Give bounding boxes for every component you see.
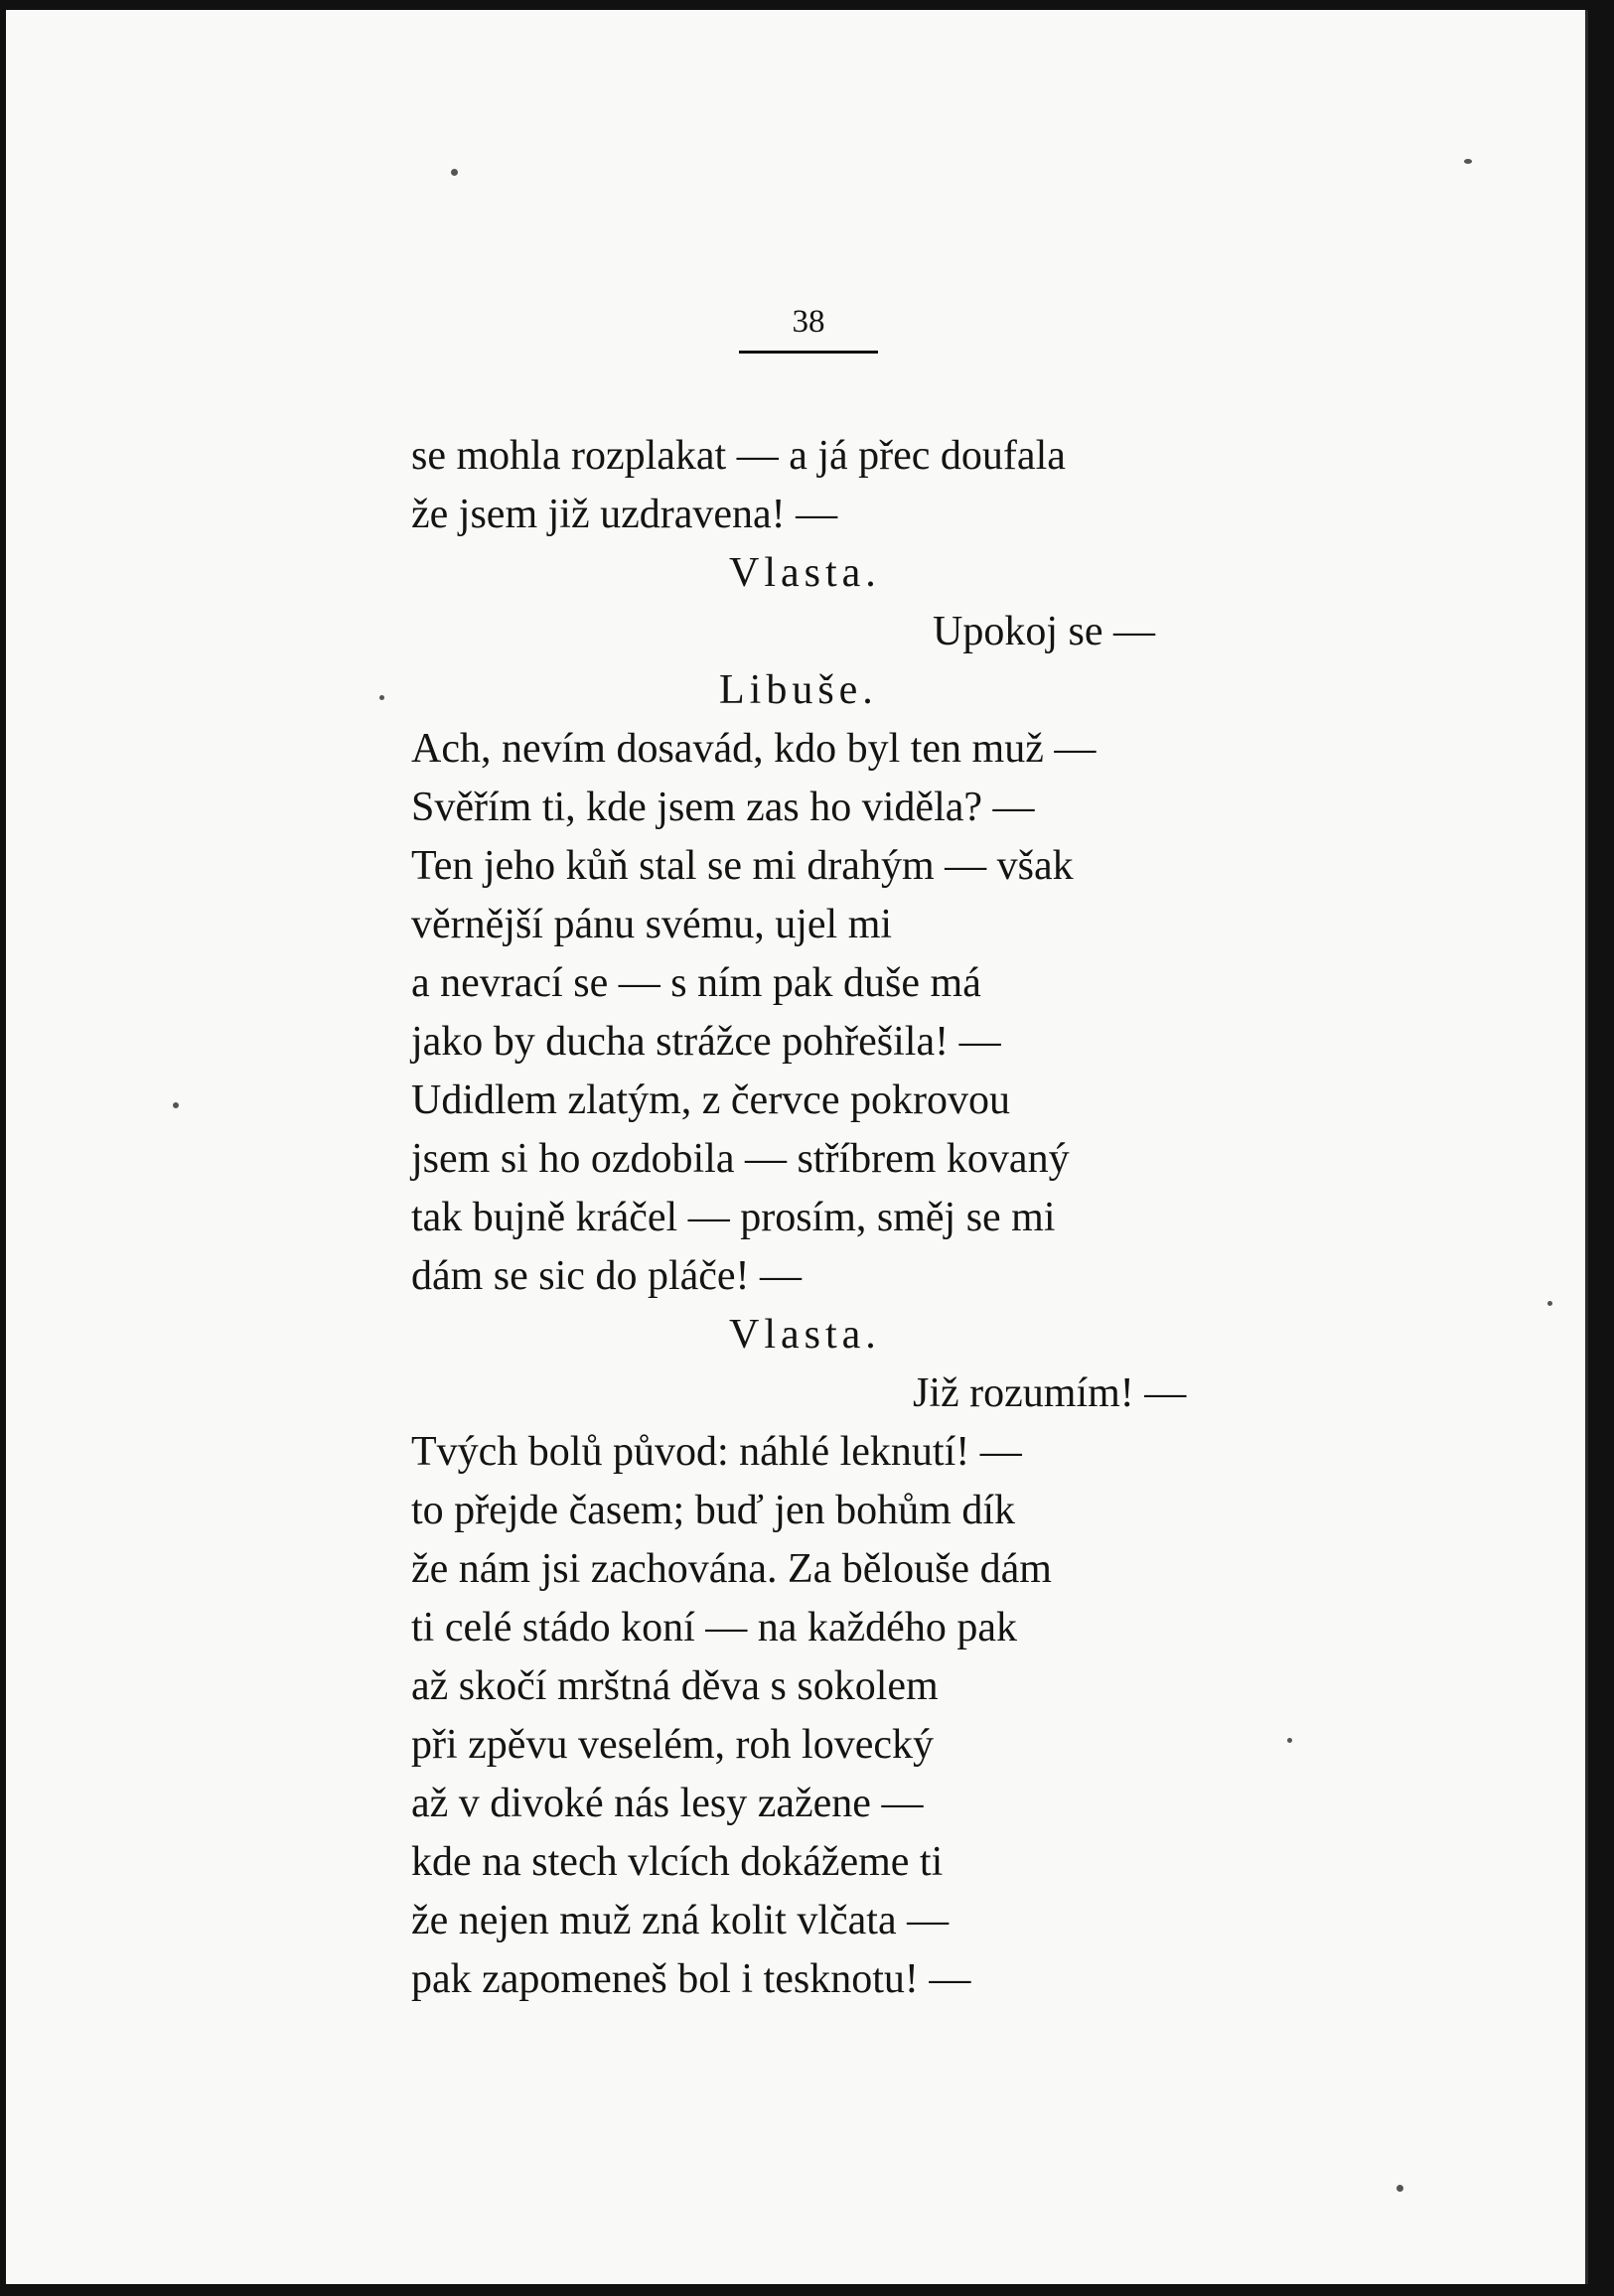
scan-speck [173,1102,179,1108]
verse-line: že nám jsi zachována. Za bělouše dám [411,1546,1052,1592]
scan-speck [1464,159,1472,164]
verse-line: Udidlem zlatým, z červce pokrovou [411,1077,1010,1123]
verse-line: dám se sic do pláče! — [411,1253,803,1299]
speaker-name: Vlasta. [729,550,881,596]
verse-line: kde na stech vlcích dokážeme ti [411,1839,944,1885]
verse-line: Svěřím ti, kde jsem zas ho viděla? — [411,785,1035,830]
verse-line: až v divoké nás lesy zažene — [411,1781,924,1826]
page-number: 38 [739,304,878,354]
verse-line: pak zapomeneš bol i tesknotu! — [411,1956,971,2002]
scan-speck [379,695,384,700]
verse-line: se mohla rozplakat — a já přec doufala [411,433,1066,479]
verse-line: že nejen muž zná kolit vlčata — [411,1898,950,1943]
verse-line: to přejde časem; buď jen bohům dík [411,1488,1016,1533]
verse-line: při zpěvu veselém, roh lovecký [411,1722,934,1768]
verse-line: tak bujně kráčel — prosím, směj se mi [411,1195,1056,1240]
scan-speck [1396,2185,1403,2192]
speaker-name: Vlasta. [729,1312,881,1358]
verse-line: že jsem již uzdravena! — [411,492,838,537]
verse-line: Ten jeho kůň stal se mi drahým — však [411,843,1074,889]
scan-speck [1547,1301,1552,1306]
verse-line: ti celé stádo koní — na každého pak [411,1605,1017,1650]
verse-line: věrnější pánu svému, ujel mi [411,902,893,947]
verse-line: jako by ducha strážce pohřešila! — [411,1019,1001,1065]
verse-line: a nevrací se — s ním pak duše má [411,960,981,1006]
book-page [6,10,1588,2284]
scan-speck [1287,1738,1292,1743]
verse-line: až skočí mrštná děva s sokolem [411,1663,939,1709]
verse-text [411,427,1305,2009]
verse-line: jsem si ho ozdobila — stříbrem kovaný [411,1136,1070,1182]
verse-line: Ach, nevím dosavád, kdo byl ten muž — [411,726,1097,772]
verse-line: Upokoj se — [933,609,1155,654]
verse-line: Tvých bolů původ: náhlé leknutí! — [411,1429,1022,1475]
speaker-name: Libuše. [719,667,878,713]
scan-speck [451,169,458,176]
verse-line: Již rozumím! — [913,1370,1187,1416]
